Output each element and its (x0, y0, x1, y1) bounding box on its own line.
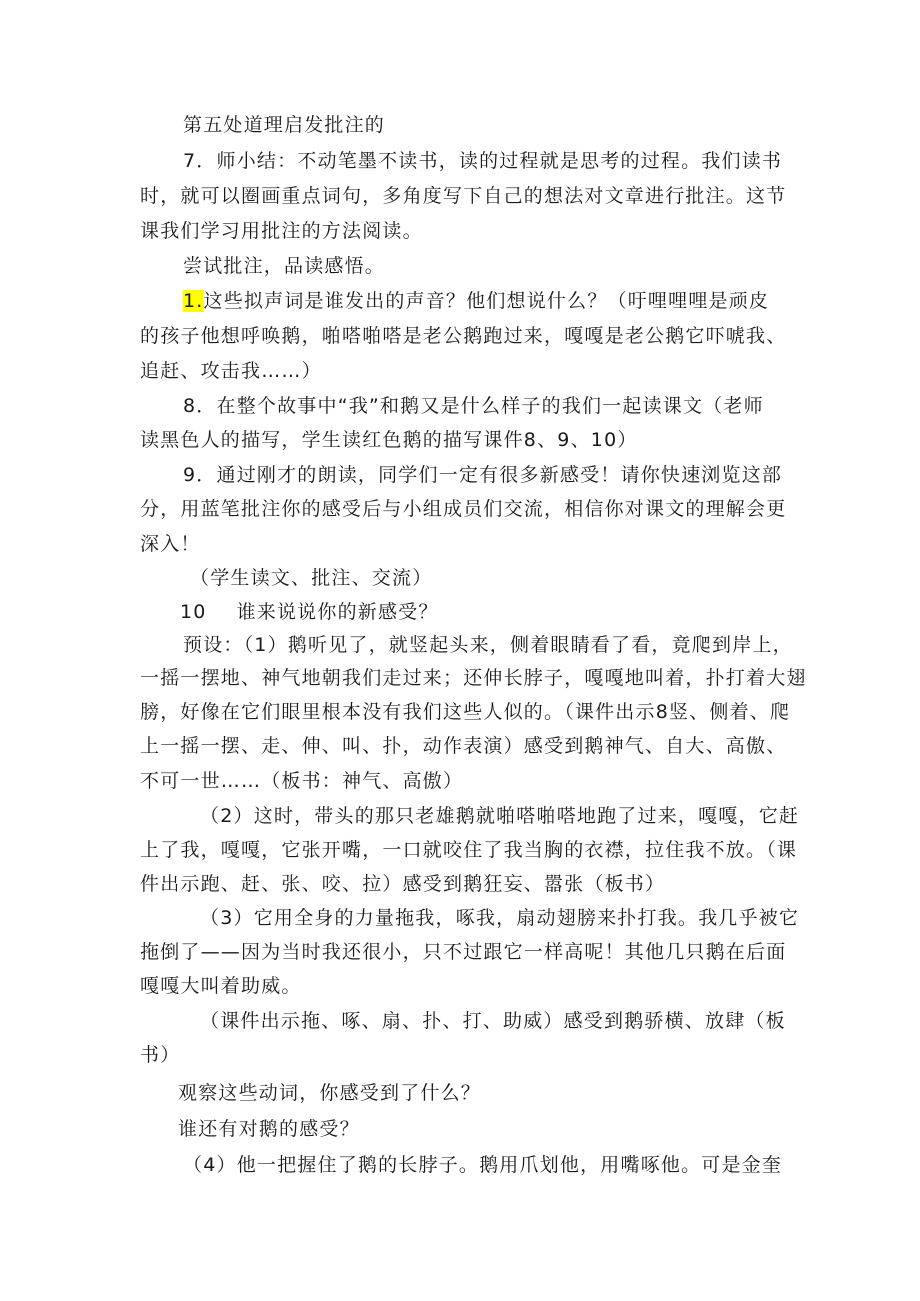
text-line: 第五处道理启发批注的 (183, 114, 386, 136)
text-line: （4）他一把握住了鹅的长脖子。鹅用爪划他，用嘴啄他。可是金奎 (183, 1154, 783, 1176)
item-number: 10 (180, 601, 207, 623)
text-line: 课我们学习用批注的方法阅读。 (140, 220, 423, 242)
text-line: 预设：（1）鹅听见了，就竖起头来，侧着眼睛看了看，竟爬到岸上， (183, 634, 793, 656)
text-line: 不可一世……（板书：神气、高傲） (140, 770, 464, 792)
text-line: 尝试批注，品读感悟。 (183, 255, 386, 277)
text-line: 书） (140, 1044, 181, 1066)
text-line: 时，就可以圈画重点词句，多角度写下自己的想法对文章进行批注。这节 (140, 185, 787, 207)
text-line: 7．师小结：不动笔墨不读书，读的过程就是思考的过程。我们读书 (183, 150, 783, 172)
text-line: 嘎嘎大叫着助威。 (140, 975, 302, 997)
text-line: （2）这时，带头的那只老雄鹅就啪嗒啪嗒地跑了过来，嘎嘎，它赶 (200, 805, 800, 827)
text-span: 谁来说说你的新感受？ (236, 601, 439, 623)
text-line: 件出示跑、赶、张、咬、拉）感受到鹅狂妄、嚣张（板书） (140, 873, 666, 895)
text-line (180, 599, 439, 625)
text-line: 分，用蓝笔批注你的感受后与小组成员们交流，相信你对课文的理解会更 (140, 498, 787, 520)
text-line: 读黑色人的描写，学生读红色鹅的描写课件8、9、10） (140, 429, 638, 451)
text-line: 深入！ (140, 533, 201, 555)
text-line (183, 288, 769, 314)
text-line: （课件出示拖、啄、扇、扑、打、助威）感受到鹅骄横、放肆（板 (200, 1010, 786, 1032)
text-line: 上一摇一摆、走、伸、叫、扑，动作表演）感受到鹅神气、自大、高傲、 (140, 735, 787, 757)
text-line: 拖倒了——因为当时我还很小，只不过跟它一样高呢！其他几只鹅在后面 (140, 941, 787, 963)
text-line: 的孩子他想呼唤鹅，啪嗒啪嗒是老公鹅跑过来，嘎嘎是老公鹅它吓唬我、 (140, 325, 787, 347)
text-line: 9．通过刚才的朗读，同学们一定有很多新感受！请你快速浏览这部 (183, 464, 783, 486)
highlighted-number: 1. (183, 290, 204, 312)
text-span: 这些拟声词是谁发出的声音？他们想说什么？（吁哩哩哩是顽皮 (203, 290, 770, 312)
text-line: 观察这些动词，你感受到了什么？ (178, 1082, 482, 1104)
text-line: 追赶、攻击我……） (140, 360, 322, 382)
text-line: （学生读文、批注、交流） (190, 567, 433, 589)
text-line: （3）它用全身的力量拖我，啄我，扇动翅膀来扑打我。我几乎被它 (200, 907, 800, 929)
text-line: 8．在整个故事中“我”和鹅又是什么样子的我们一起读课文（老师 (183, 395, 764, 417)
text-line: 一摇一摆地、神气地朝我们走过来；还伸长脖子，嘎嘎地叫着，扑打着大翅 (140, 667, 807, 689)
text-line: 膀，好像在它们眼里根本没有我们这些人似的。（课件出示8竖、侧着、爬 (140, 701, 791, 723)
text-line: 上了我，嘎嘎，它张开嘴，一口就咬住了我当胸的衣襟，拉住我不放。（课 (140, 839, 798, 861)
text-line: 谁还有对鹅的感受？ (178, 1118, 360, 1140)
